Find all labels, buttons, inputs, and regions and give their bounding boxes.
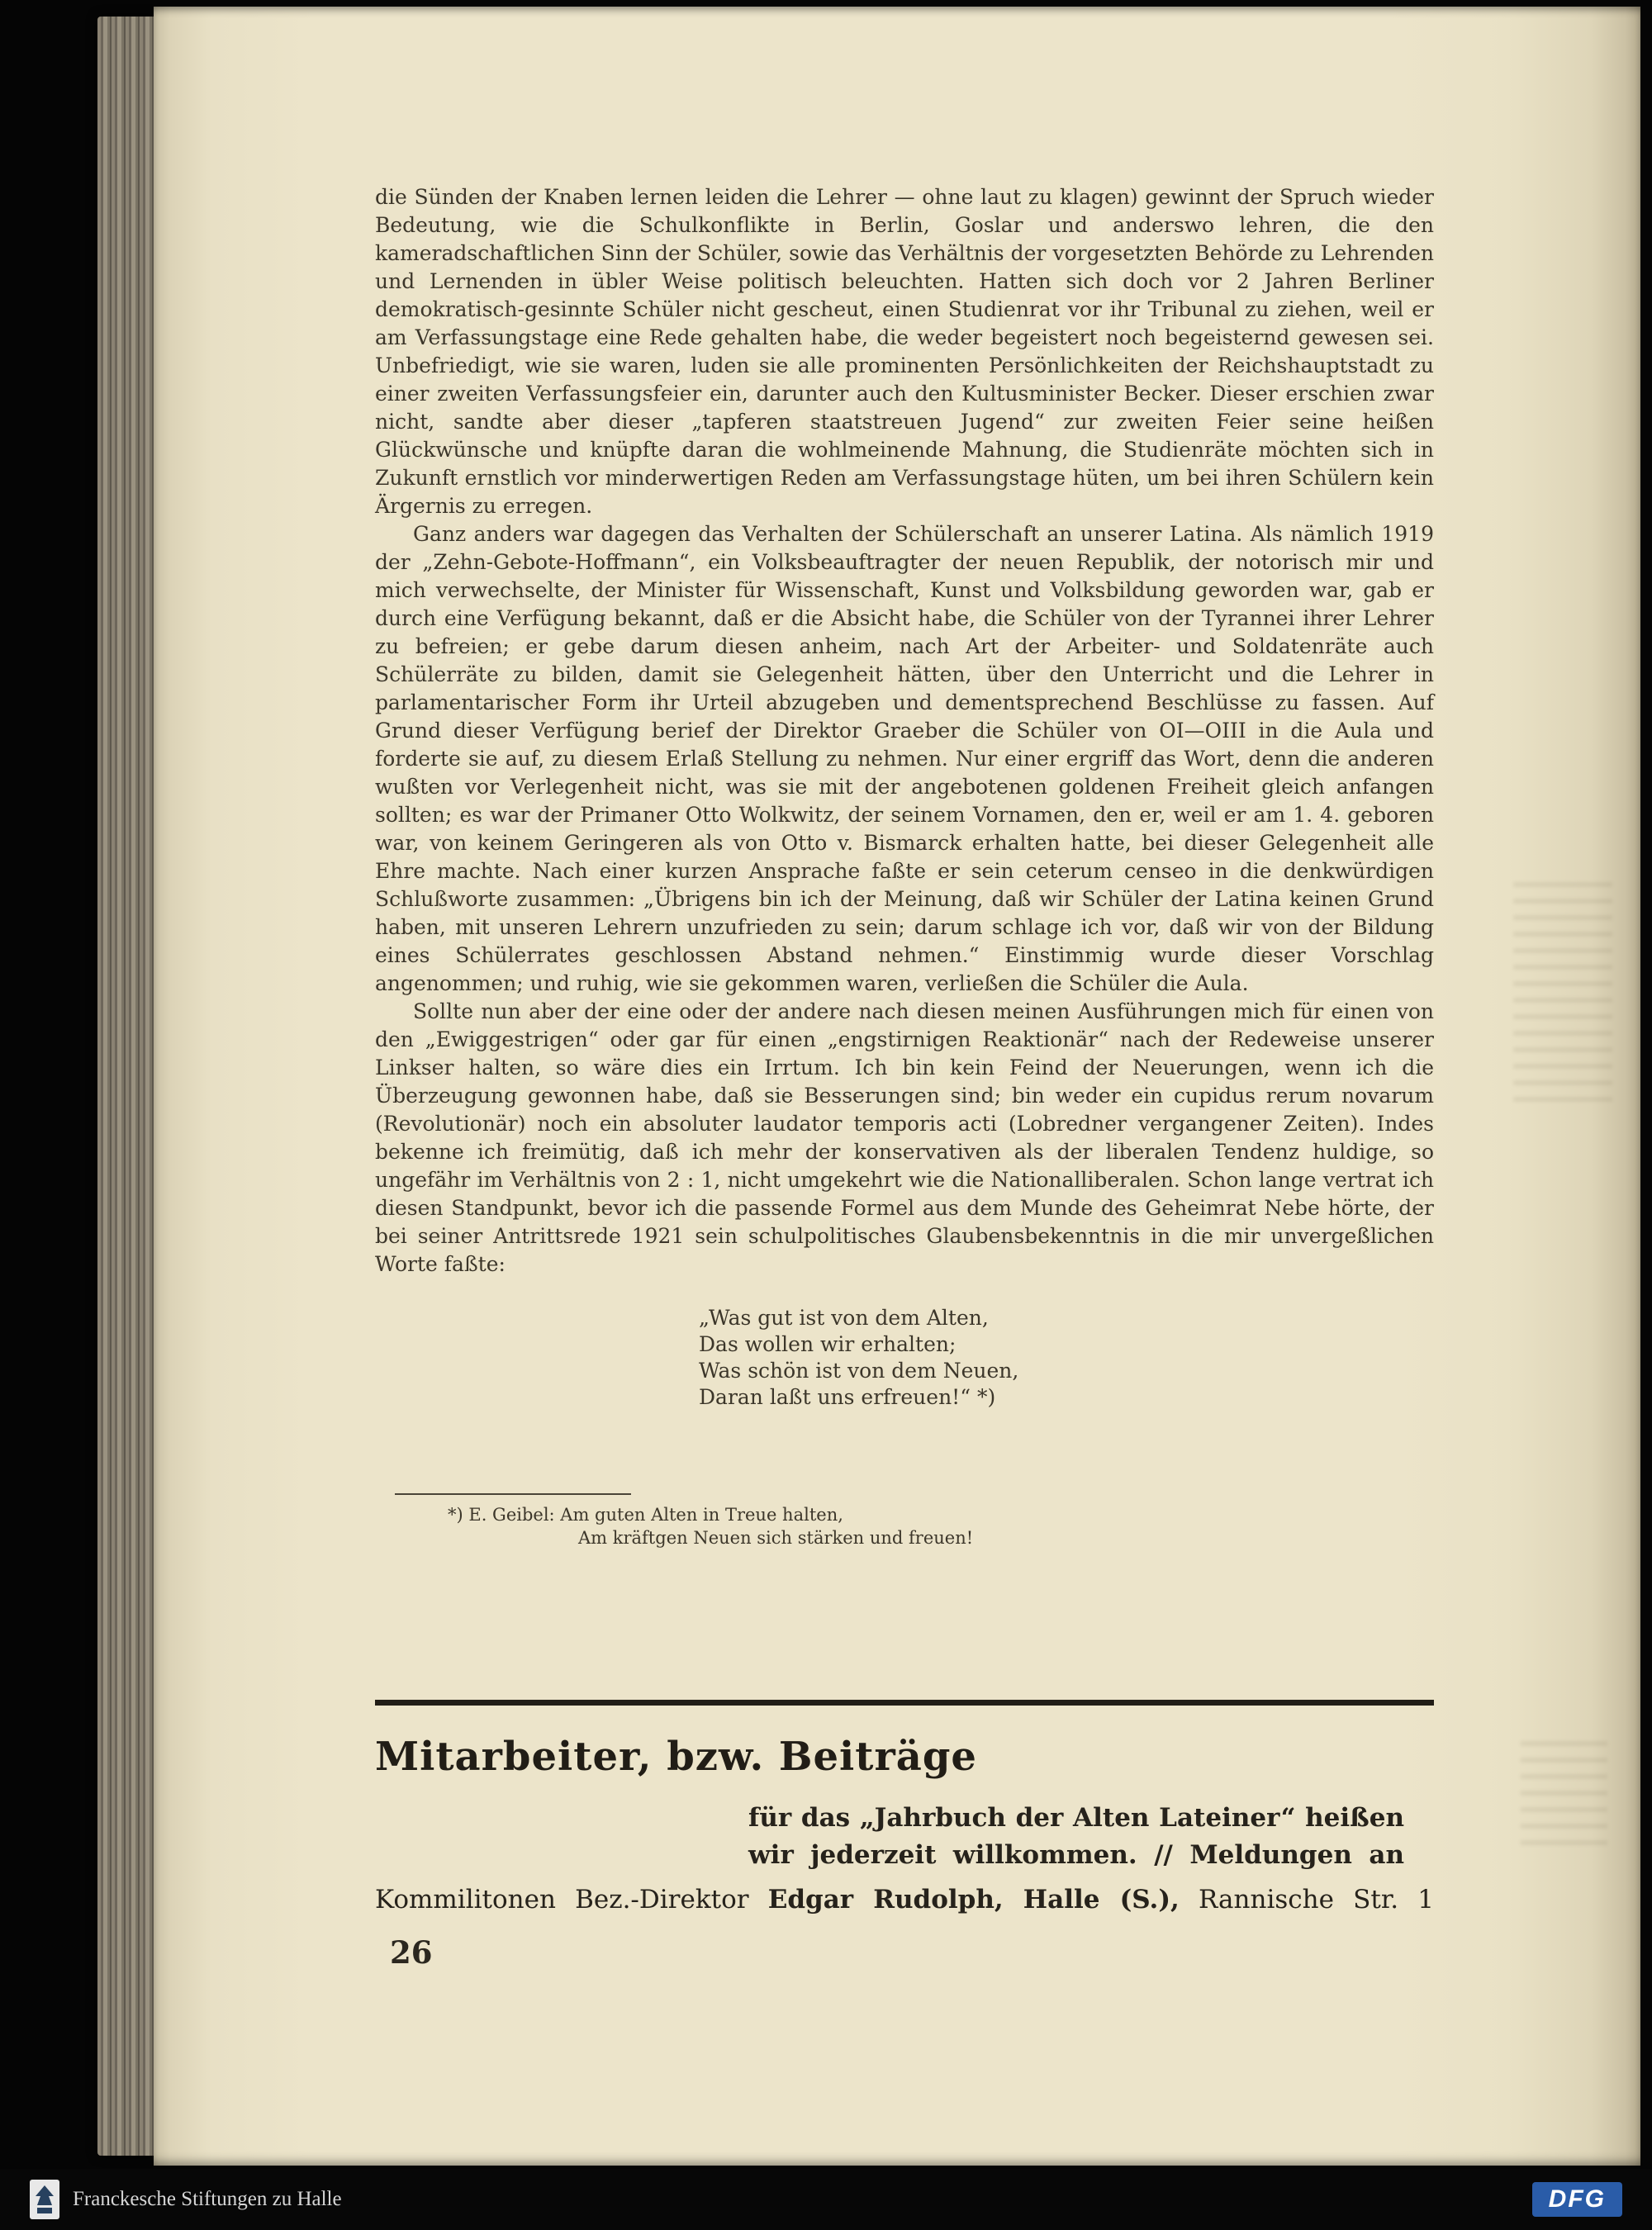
- paragraph: Sollte nun aber der eine oder der andere nach diesen meinen Ausführungen mich für einen von den „Ewiggestrigen“ oder gar für einen „engstirnigen Reaktionär“ nach der Redeweise unserer Linkser halten, so wäre dies ein Irrtum. Ich bin kein Feind der Neuerungen, wenn ich die Überzeugung gewonnen habe, daß sie Besserungen sind; bin weder ein cupidus rerum novarum (Revolutionär) noch ein absoluter laudator temporis acti (Lobredner vergangener Zeiten). Indes bekenne ich freimütig, daß ich mehr der konservativen als der liberalen Tendenz huldige, so ungefähr im Verhältnis von 2 : 1, nicht umgekehrt wie die Nationalliberalen. Schon lange vertrat ich diesen Standpunkt, bevor ich die passende Formel aus dem Munde des Geheimrat Nebe hörte, der bei seiner Antrittsrede 1921 sein schulpolitisches Glaubensbekenntnis in die mir unvergeßlichen Worte faßte:: [375, 999, 1434, 1276]
- body-text: [375, 183, 1434, 1549]
- paragraph: die Sünden der Knaben lernen leiden die Lehrer — ohne laut zu klagen) gewinnt der Spruch wieder Bedeutung, wie die Schulkonflikte in Berlin, Goslar und anderswo lehren, die den kameradschaftlichen Sinn der Schüler, sowie das Verhältnis der vorgesetzten Behörde zu Lehrenden und Lernenden in übler Weise politisch beleuchten. Hatten sich doch vor 2 Jahren Berliner demokratisch-gesinnte Schüler nicht gescheut, einen Studienrat vor ihr Tribunal zu ziehen, weil er am Verfassungstage eine Rede gehalten habe, die weder begeistert noch begeisternd gewesen sei. Unbefriedigt, wie sie waren, luden sie alle prominenten Persönlichkeiten der Reichshauptstadt zu einer zweiten Verfassungsfeier ein, darunter auch den Kultusminister Becker. Dieser erschien zwar nicht, sandte aber dieser „tapferen staatstreuen Jugend“ zur zweiten Feier seine heißen Glückwünsche und knüpfte daran die wohlmeinende Mahnung, die Studienräte möchten sich in Zukunft ernstlich vor minderwertigen Reden am Verfassungstage hüten, um bei ihren Schülern kein Ärgernis zu erregen.: [375, 185, 1434, 518]
- viewer-footer: [0, 2169, 1652, 2230]
- announcement-contact-line: [375, 1881, 1434, 1919]
- section-divider-rule: [375, 1700, 1434, 1706]
- show-through-smudge: [1513, 882, 1612, 1105]
- poem-line: Daran laßt uns erfreuen!“ *): [699, 1385, 996, 1409]
- archive-name-label: Franckesche Stiftungen zu Halle: [73, 2188, 342, 2210]
- poem-line: Was schön ist von dem Neuen,: [699, 1359, 1019, 1383]
- footnote-divider: [395, 1493, 631, 1495]
- poem-line: Das wollen wir erhalten;: [699, 1332, 957, 1356]
- footnote-line: *) E. Geibel: Am guten Alten in Treue halten,: [448, 1505, 843, 1525]
- footnote-line: Am kräftgen Neuen sich stärken und freuen!: [578, 1528, 974, 1548]
- archive-logo-icon: [30, 2180, 59, 2219]
- contact-prefix: Kommilitonen Bez.-Direktor: [375, 1885, 768, 1914]
- paragraph: Ganz anders war dagegen das Verhalten der Schülerschaft an unserer Latina. Als nämlich 1919 der „Zehn-Gebote-Hoffmann“, ein Volksbeauftragter der neuen Republik, der notorisch mir und mich verwechselte, der Minister für Wissenschaft, Kunst und Volksbildung geworden war, gab er durch eine Verfügung bekannt, daß er die Absicht habe, die Schüler von der Tyrannei ihrer Lehrer zu befreien; er gebe darum diesen anheim, nach Art der Arbeiter- und Soldatenräte auch Schülerräte zu bilden, damit sie Gelegenheit hätten, über den Unterricht und die Lehrer in parlamentarischer Form ihr Urteil abzugeben und dementsprechend Beschlüsse zu fassen. Auf Grund dieser Verfügung berief der Direktor Graeber die Schüler von OI—OIII in die Aula und forderte sie auf, zu diesem Erlaß Stellung zu nehmen. Nur einer ergriff das Wort, denn die anderen wußten vor Verlegenheit nicht, was sie mit der angebotenen goldenen Freiheit gleich anfangen sollten; es war der Primaner Otto Wolkwitz, der seinem Vornamen, den er, weil er am 1. 4. geboren war, von keinem Geringeren als von Otto v. Bismarck erhalten hatte, bei dieser Gelegenheit alle Ehre machte. Nach einer kurzen Ansprache faßte er sein ceterum censeo in die denkwürdigen Schlußworte zusammen: „Übrigens bin ich der Meinung, daß wir Schüler der Latina keinen Grund haben, mit unseren Lehrern unzufrieden zu sein; darum schlage ich vor, daß wir von der Bildung eines Schülerrates geschlossen Abstand nehmen.“ Einstimmig wurde dieser Vorschlag angenommen; und ruhig, wie sie gekommen waren, verließen die Schüler die Aula.: [375, 522, 1434, 995]
- announcement-line: für das „Jahrbuch der Alten Lateiner“ heißen: [748, 1803, 1404, 1833]
- poem: [699, 1305, 1434, 1411]
- show-through-smudge: [1521, 1741, 1607, 1848]
- scanned-page: [154, 7, 1640, 2166]
- archive-branding: [30, 2180, 342, 2219]
- page-number: 26: [390, 1934, 433, 1971]
- poem-line: „Was gut ist von dem Alten,: [699, 1306, 989, 1330]
- announcement-section: [375, 1700, 1434, 1919]
- announcement-line: wir jederzeit willkommen. // Meldungen an: [748, 1840, 1404, 1870]
- contact-name: Edgar Rudolph, Halle (S.),: [767, 1885, 1180, 1914]
- section-heading: Mitarbeiter, bzw. Beiträge: [375, 1734, 977, 1780]
- book-page-edges: [97, 17, 155, 2156]
- contact-address: Rannische Str. 1: [1179, 1885, 1434, 1914]
- dfg-logo: DFG: [1532, 2182, 1622, 2217]
